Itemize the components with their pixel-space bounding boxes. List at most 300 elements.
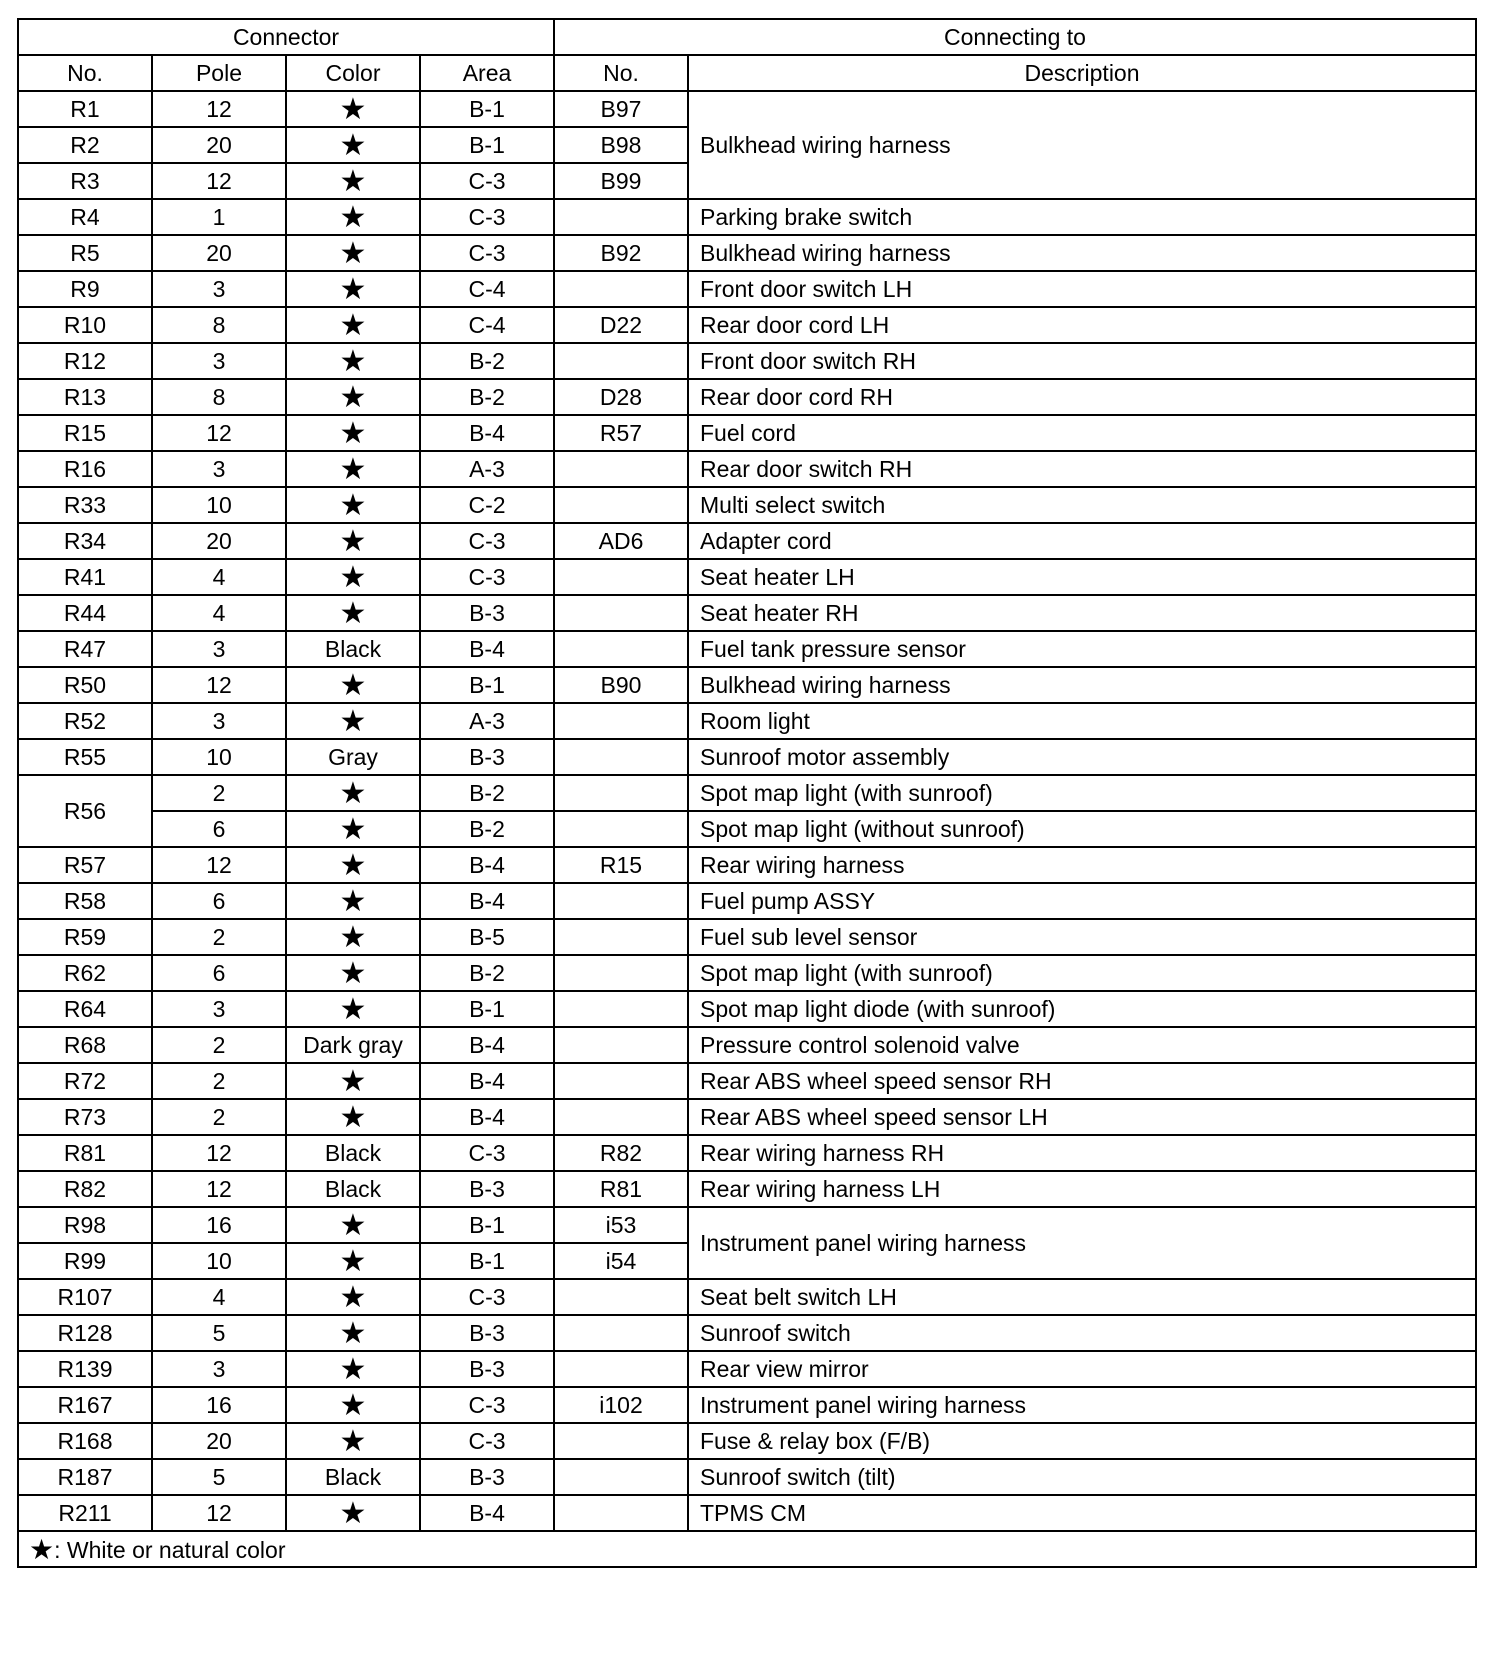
- area-code: B-4: [420, 1099, 554, 1135]
- connecting-no: R81: [554, 1171, 688, 1207]
- connector-color: [286, 127, 420, 163]
- pole-count: 2: [152, 1027, 286, 1063]
- header-connecting-no: No.: [554, 55, 688, 91]
- star-icon: ★: [339, 1209, 367, 1242]
- description: Fuel sub level sensor: [688, 919, 1476, 955]
- connecting-no: R15: [554, 847, 688, 883]
- star-icon: ★: [339, 417, 367, 450]
- connecting-no: [554, 1423, 688, 1459]
- pole-count: 6: [152, 883, 286, 919]
- star-icon: ★: [339, 129, 367, 162]
- connecting-no: i102: [554, 1387, 688, 1423]
- connector-color: [286, 955, 420, 991]
- connecting-no: [554, 919, 688, 955]
- description: Seat heater RH: [688, 595, 1476, 631]
- connector-color: [286, 487, 420, 523]
- area-code: B-1: [420, 667, 554, 703]
- area-code: B-2: [420, 811, 554, 847]
- connector-color: [286, 811, 420, 847]
- star-icon: ★: [339, 921, 367, 954]
- star-icon: ★: [339, 561, 367, 594]
- connecting-no: [554, 271, 688, 307]
- description: Rear wiring harness RH: [688, 1135, 1476, 1171]
- table-row: [18, 307, 1476, 343]
- connector-no: R4: [18, 199, 152, 235]
- table-row: [18, 1279, 1476, 1315]
- pole-count: 1: [152, 199, 286, 235]
- area-code: B-2: [420, 955, 554, 991]
- description: Seat heater LH: [688, 559, 1476, 595]
- connector-no: R55: [18, 739, 152, 775]
- connector-no: R168: [18, 1423, 152, 1459]
- table-row: [18, 631, 1476, 667]
- pole-count: 3: [152, 703, 286, 739]
- connector-no: R107: [18, 1279, 152, 1315]
- area-code: C-2: [420, 487, 554, 523]
- pole-count: 10: [152, 739, 286, 775]
- pole-count: 6: [152, 811, 286, 847]
- pole-count: 10: [152, 1243, 286, 1279]
- description: Fuel tank pressure sensor: [688, 631, 1476, 667]
- connector-no: R98: [18, 1207, 152, 1243]
- pole-count: 12: [152, 667, 286, 703]
- area-code: B-5: [420, 919, 554, 955]
- area-code: B-4: [420, 631, 554, 667]
- connector-no: R16: [18, 451, 152, 487]
- connector-color: [286, 667, 420, 703]
- connector-no: R59: [18, 919, 152, 955]
- star-icon: ★: [339, 381, 367, 414]
- connector-no: R41: [18, 559, 152, 595]
- area-code: B-4: [420, 1027, 554, 1063]
- pole-count: 4: [152, 559, 286, 595]
- description: Sunroof switch: [688, 1315, 1476, 1351]
- connector-no: R187: [18, 1459, 152, 1495]
- pole-count: 12: [152, 847, 286, 883]
- connecting-no: [554, 199, 688, 235]
- pole-count: 16: [152, 1387, 286, 1423]
- table-row: [18, 523, 1476, 559]
- connector-color: [286, 559, 420, 595]
- connecting-no: D22: [554, 307, 688, 343]
- connecting-no: B98: [554, 127, 688, 163]
- legend-row: [18, 1531, 1476, 1567]
- description: Spot map light (with sunroof): [688, 955, 1476, 991]
- area-code: B-2: [420, 379, 554, 415]
- description: Rear door switch RH: [688, 451, 1476, 487]
- connector-no: R44: [18, 595, 152, 631]
- pole-count: 12: [152, 1171, 286, 1207]
- connector-table: [17, 18, 1477, 1568]
- connecting-no: B92: [554, 235, 688, 271]
- area-code: C-3: [420, 199, 554, 235]
- star-icon: ★: [339, 957, 367, 990]
- table-body: [18, 91, 1476, 1531]
- pole-count: 3: [152, 991, 286, 1027]
- connector-color: [286, 523, 420, 559]
- connector-color: [286, 1243, 420, 1279]
- header-connecting-to: Connecting to: [554, 19, 1476, 55]
- table-row: [18, 1459, 1476, 1495]
- connector-color: [286, 883, 420, 919]
- pole-count: 20: [152, 235, 286, 271]
- table-row: [18, 1387, 1476, 1423]
- header-pole: Pole: [152, 55, 286, 91]
- connecting-no: [554, 1099, 688, 1135]
- table-row: [18, 379, 1476, 415]
- connecting-no: AD6: [554, 523, 688, 559]
- star-icon: ★: [339, 705, 367, 738]
- connector-color: [286, 1315, 420, 1351]
- connecting-no: [554, 991, 688, 1027]
- area-code: B-2: [420, 343, 554, 379]
- description: Front door switch RH: [688, 343, 1476, 379]
- table-row: [18, 1063, 1476, 1099]
- connecting-no: [554, 739, 688, 775]
- connector-no: R62: [18, 955, 152, 991]
- star-icon: ★: [339, 309, 367, 342]
- description: Seat belt switch LH: [688, 1279, 1476, 1315]
- connector-color: [286, 1063, 420, 1099]
- legend: [18, 1531, 1476, 1567]
- connector-color: [286, 307, 420, 343]
- description: Rear door cord RH: [688, 379, 1476, 415]
- table-row: [18, 1099, 1476, 1135]
- star-icon: ★: [339, 1281, 367, 1314]
- connector-color: [286, 595, 420, 631]
- connector-no: R99: [18, 1243, 152, 1279]
- connector-color: [286, 1423, 420, 1459]
- star-icon: ★: [339, 1065, 367, 1098]
- connecting-no: [554, 1459, 688, 1495]
- description: Spot map light (without sunroof): [688, 811, 1476, 847]
- description: Fuel pump ASSY: [688, 883, 1476, 919]
- connector-no: R82: [18, 1171, 152, 1207]
- area-code: B-4: [420, 847, 554, 883]
- connector-no: R50: [18, 667, 152, 703]
- pole-count: 12: [152, 415, 286, 451]
- connector-no: R5: [18, 235, 152, 271]
- connecting-no: [554, 1027, 688, 1063]
- star-icon: ★: [339, 813, 367, 846]
- pole-count: 20: [152, 523, 286, 559]
- description: TPMS CM: [688, 1495, 1476, 1531]
- connector-no: R9: [18, 271, 152, 307]
- area-code: C-3: [420, 235, 554, 271]
- description: Bulkhead wiring harness: [688, 235, 1476, 271]
- star-icon: ★: [339, 993, 367, 1026]
- area-code: B-1: [420, 1243, 554, 1279]
- area-code: B-1: [420, 127, 554, 163]
- connector-color: [286, 1099, 420, 1135]
- area-code: C-4: [420, 271, 554, 307]
- connector-no: R58: [18, 883, 152, 919]
- table-row: [18, 955, 1476, 991]
- area-code: B-4: [420, 883, 554, 919]
- table-row: [18, 919, 1476, 955]
- description: Sunroof switch (tilt): [688, 1459, 1476, 1495]
- description: Rear door cord LH: [688, 307, 1476, 343]
- table-row: [18, 1495, 1476, 1531]
- star-icon: ★: [339, 597, 367, 630]
- star-icon: ★: [339, 525, 367, 558]
- description: Instrument panel wiring harness: [688, 1387, 1476, 1423]
- area-code: B-2: [420, 775, 554, 811]
- connecting-no: i54: [554, 1243, 688, 1279]
- description: Room light: [688, 703, 1476, 739]
- pole-count: 2: [152, 1063, 286, 1099]
- pole-count: 16: [152, 1207, 286, 1243]
- connecting-no: B99: [554, 163, 688, 199]
- description: Parking brake switch: [688, 199, 1476, 235]
- connector-color: [286, 235, 420, 271]
- table-row: [18, 1423, 1476, 1459]
- connector-color: [286, 1351, 420, 1387]
- connecting-no: [554, 487, 688, 523]
- description: Rear ABS wheel speed sensor LH: [688, 1099, 1476, 1135]
- header-row-columns: [18, 55, 1476, 91]
- connector-no: R73: [18, 1099, 152, 1135]
- area-code: B-4: [420, 1495, 554, 1531]
- connecting-no: [554, 1279, 688, 1315]
- pole-count: 4: [152, 1279, 286, 1315]
- connecting-no: [554, 1495, 688, 1531]
- connector-no: R64: [18, 991, 152, 1027]
- pole-count: 3: [152, 343, 286, 379]
- pole-count: 2: [152, 919, 286, 955]
- table-row: [18, 91, 1476, 127]
- star-icon: ★: [339, 777, 367, 810]
- table-row: [18, 451, 1476, 487]
- description: Front door switch LH: [688, 271, 1476, 307]
- connector-color: [286, 703, 420, 739]
- description: Spot map light diode (with sunroof): [688, 991, 1476, 1027]
- area-code: B-3: [420, 595, 554, 631]
- area-code: C-3: [420, 523, 554, 559]
- table-row: [18, 1315, 1476, 1351]
- connector-no: R33: [18, 487, 152, 523]
- connector-no: R12: [18, 343, 152, 379]
- connecting-no: [554, 1063, 688, 1099]
- pole-count: 8: [152, 379, 286, 415]
- pole-count: 20: [152, 127, 286, 163]
- header-connector: Connector: [18, 19, 554, 55]
- table-row: [18, 667, 1476, 703]
- pole-count: 6: [152, 955, 286, 991]
- connector-color: [286, 415, 420, 451]
- table-row: [18, 199, 1476, 235]
- table-row: [18, 703, 1476, 739]
- description: Instrument panel wiring harness: [688, 1207, 1476, 1279]
- star-icon: ★: [339, 237, 367, 270]
- star-icon: ★: [339, 1353, 367, 1386]
- connecting-no: [554, 631, 688, 667]
- table-row: [18, 343, 1476, 379]
- pole-count: 8: [152, 307, 286, 343]
- connector-color: [286, 847, 420, 883]
- star-icon: ★: [339, 1101, 367, 1134]
- connecting-no: [554, 811, 688, 847]
- pole-count: 20: [152, 1423, 286, 1459]
- table-row: [18, 235, 1476, 271]
- header-row-groups: [18, 19, 1476, 55]
- header-area: Area: [420, 55, 554, 91]
- table-row: [18, 1351, 1476, 1387]
- table-row: [18, 1135, 1476, 1171]
- connecting-no: [554, 1351, 688, 1387]
- area-code: A-3: [420, 451, 554, 487]
- area-code: B-3: [420, 1459, 554, 1495]
- description: Adapter cord: [688, 523, 1476, 559]
- pole-count: 12: [152, 163, 286, 199]
- area-code: C-3: [420, 1387, 554, 1423]
- connector-no: R72: [18, 1063, 152, 1099]
- pole-count: 2: [152, 1099, 286, 1135]
- connector-no: R34: [18, 523, 152, 559]
- connecting-no: [554, 595, 688, 631]
- star-icon: ★: [339, 1425, 367, 1458]
- pole-count: 12: [152, 91, 286, 127]
- description: Rear wiring harness: [688, 847, 1476, 883]
- table-row: [18, 595, 1476, 631]
- star-icon: ★: [339, 453, 367, 486]
- connector-color: [286, 1387, 420, 1423]
- connector-no: R68: [18, 1027, 152, 1063]
- connecting-no: [554, 703, 688, 739]
- star-icon: ★: [339, 885, 367, 918]
- table-row: [18, 271, 1476, 307]
- star-icon: ★: [339, 273, 367, 306]
- star-icon: ★: [339, 1245, 367, 1278]
- connecting-no: i53: [554, 1207, 688, 1243]
- legend-text: : White or natural color: [54, 1537, 286, 1563]
- header-no: No.: [18, 55, 152, 91]
- area-code: C-4: [420, 307, 554, 343]
- connecting-no: [554, 451, 688, 487]
- area-code: C-3: [420, 1135, 554, 1171]
- connector-color: Dark gray: [286, 1027, 420, 1063]
- connector-color: [286, 991, 420, 1027]
- table-row: [18, 775, 1476, 811]
- connector-no: R13: [18, 379, 152, 415]
- area-code: B-1: [420, 91, 554, 127]
- connector-color: Black: [286, 631, 420, 667]
- table-row: [18, 415, 1476, 451]
- area-code: B-1: [420, 1207, 554, 1243]
- table-row: [18, 559, 1476, 595]
- connector-no: R56: [18, 775, 152, 847]
- connector-color: [286, 1495, 420, 1531]
- description: Rear wiring harness LH: [688, 1171, 1476, 1207]
- header-color: Color: [286, 55, 420, 91]
- connecting-no: B97: [554, 91, 688, 127]
- area-code: B-3: [420, 1351, 554, 1387]
- connecting-no: [554, 559, 688, 595]
- connector-color: [286, 271, 420, 307]
- connecting-no: [554, 883, 688, 919]
- connector-color: Black: [286, 1459, 420, 1495]
- description: Fuse & relay box (F/B): [688, 1423, 1476, 1459]
- connector-no: R211: [18, 1495, 152, 1531]
- connector-no: R2: [18, 127, 152, 163]
- area-code: C-3: [420, 163, 554, 199]
- header-description: Description: [688, 55, 1476, 91]
- connector-color: [286, 919, 420, 955]
- connector-no: R52: [18, 703, 152, 739]
- connector-color: [286, 1279, 420, 1315]
- area-code: B-4: [420, 415, 554, 451]
- description: Fuel cord: [688, 415, 1476, 451]
- star-icon: ★: [339, 1317, 367, 1350]
- star-icon: ★: [339, 1497, 367, 1530]
- connecting-no: R57: [554, 415, 688, 451]
- star-icon: ★: [339, 669, 367, 702]
- description: Pressure control solenoid valve: [688, 1027, 1476, 1063]
- table-row: [18, 991, 1476, 1027]
- pole-count: 12: [152, 1135, 286, 1171]
- pole-count: 2: [152, 775, 286, 811]
- connector-color: [286, 343, 420, 379]
- area-code: B-3: [420, 739, 554, 775]
- area-code: B-4: [420, 1063, 554, 1099]
- connecting-no: B90: [554, 667, 688, 703]
- connector-color: [286, 199, 420, 235]
- pole-count: 4: [152, 595, 286, 631]
- connector-no: R128: [18, 1315, 152, 1351]
- star-icon: ★: [339, 489, 367, 522]
- connector-no: R15: [18, 415, 152, 451]
- area-code: C-3: [420, 1423, 554, 1459]
- connector-color: [286, 775, 420, 811]
- description: Sunroof motor assembly: [688, 739, 1476, 775]
- star-icon: ★: [339, 849, 367, 882]
- pole-count: 3: [152, 1351, 286, 1387]
- pole-count: 5: [152, 1459, 286, 1495]
- connector-color: [286, 91, 420, 127]
- area-code: B-1: [420, 991, 554, 1027]
- connecting-no: [554, 1315, 688, 1351]
- area-code: C-3: [420, 1279, 554, 1315]
- star-icon: ★: [339, 345, 367, 378]
- connector-no: R3: [18, 163, 152, 199]
- connector-color: [286, 163, 420, 199]
- pole-count: 3: [152, 631, 286, 667]
- area-code: B-3: [420, 1171, 554, 1207]
- pole-count: 5: [152, 1315, 286, 1351]
- star-icon: ★: [339, 93, 367, 126]
- connector-no: R1: [18, 91, 152, 127]
- connecting-no: [554, 955, 688, 991]
- connector-color: [286, 451, 420, 487]
- star-icon: ★: [339, 1389, 367, 1422]
- connector-color: Black: [286, 1171, 420, 1207]
- connector-no: R167: [18, 1387, 152, 1423]
- pole-count: 3: [152, 271, 286, 307]
- star-icon: ★: [339, 165, 367, 198]
- connector-no: R57: [18, 847, 152, 883]
- connector-no: R139: [18, 1351, 152, 1387]
- description: Spot map light (with sunroof): [688, 775, 1476, 811]
- table-row: [18, 487, 1476, 523]
- pole-count: 12: [152, 1495, 286, 1531]
- area-code: C-3: [420, 559, 554, 595]
- star-icon: ★: [339, 201, 367, 234]
- connector-color: [286, 379, 420, 415]
- table-row: [18, 1027, 1476, 1063]
- description: Bulkhead wiring harness: [688, 667, 1476, 703]
- table-row: [18, 847, 1476, 883]
- description: Bulkhead wiring harness: [688, 91, 1476, 199]
